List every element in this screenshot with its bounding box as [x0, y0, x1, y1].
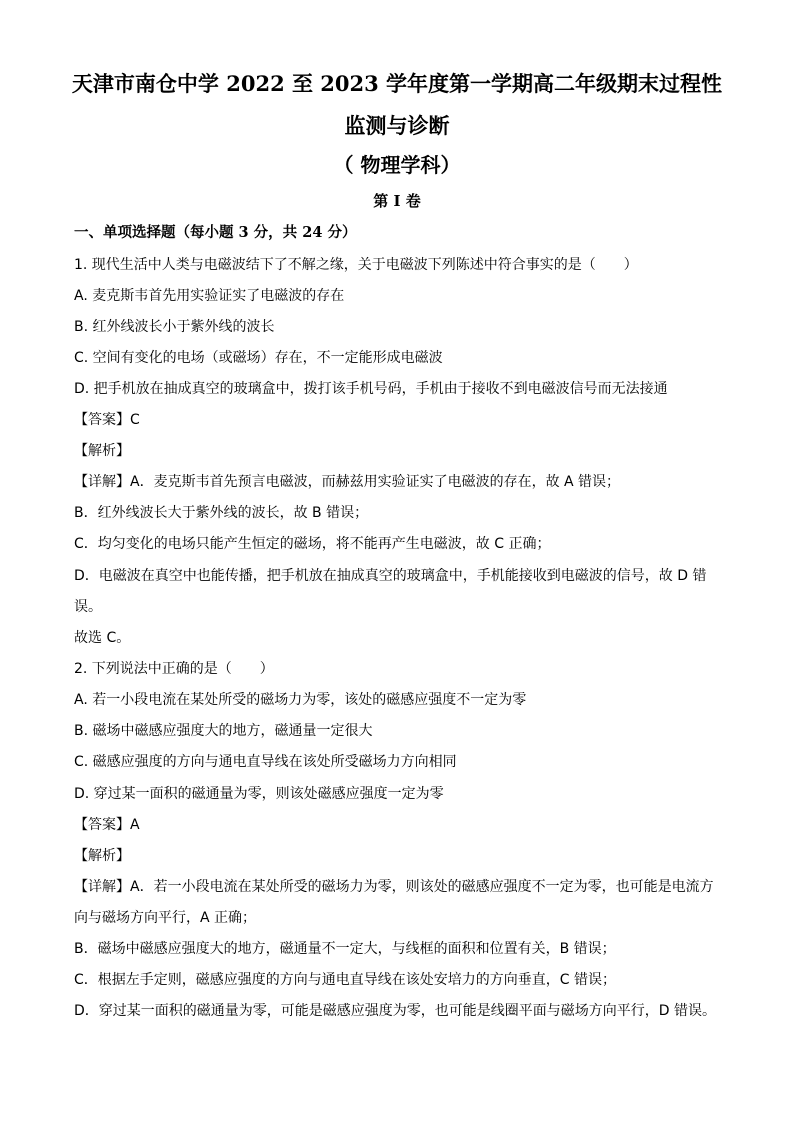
question-2-option-a: A. 若一小段电流在某处所受的磁场力为零，该处的磁感应强度不一定为零 [74, 692, 527, 708]
question-1-stem: 1. 现代生活中人类与电磁波结下了不解之缘，关于电磁波下列陈述中符合事实的是（ ） [74, 257, 638, 273]
question-2-detail-line: 【详解】A．若一小段电流在某处所受的磁场力为零，则该处的磁感应强度不一定为零，也可能是电流方 [74, 879, 714, 895]
question-1-option-c: C. 空间有变化的电场（或磁场）存在，不一定能形成电磁波 [74, 350, 443, 366]
question-2-detail-line: C．根据左手定则，磁感应强度的方向与通电直导线在该处安培力的方向垂直，C 错误； [74, 972, 616, 988]
question-2-option-c: C. 磁感应强度的方向与通电直导线在该处所受磁场力方向相同 [74, 754, 457, 770]
question-1-answer: 【答案】C [74, 412, 140, 428]
document-title-line-1: 天津市南仓中学 2022 至 2023 学年度第一学期高二年级期末过程性 [71, 71, 723, 96]
question-2-stem: 2. 下列说法中正确的是（ ） [74, 661, 274, 677]
question-1-option-b: B. 红外线波长小于紫外线的波长 [74, 319, 275, 335]
question-2-option-b: B. 磁场中磁感应强度大的地方，磁通量一定很大 [74, 723, 373, 739]
question-1-detail-line: B．红外线波长大于紫外线的波长，故 B 错误； [74, 505, 369, 521]
question-1-detail-line: D．电磁波在真空中也能传播，把手机放在抽成真空的玻璃盒中，手机能接收到电磁波的信号，故 D 错 [74, 568, 707, 584]
question-2-detail-line: D．穿过某一面积的磁通量为零，可能是磁感应强度为零，也可能是线圈平面与磁场方向平行，D 错误。 [74, 1003, 717, 1019]
question-1-option-d: D. 把手机放在抽成真空的玻璃盒中，拨打该手机号码，手机由于接收不到电磁波信号而无法接通 [74, 381, 668, 397]
question-2-detail-line: B．磁场中磁感应强度大的地方，磁通量不一定大，与线框的面积和位置有关，B 错误； [74, 941, 616, 957]
question-1-analysis-label: 【解析】 [74, 443, 130, 459]
question-1-detail-line: 【详解】A．麦克斯韦首先预言电磁波，而赫兹用实验证实了电磁波的存在，故 A 错误； [74, 474, 621, 490]
question-2-answer: 【答案】A [74, 817, 140, 833]
question-1-detail-line: 误。 [74, 599, 102, 615]
document-title-line-2: 监测与诊断 [344, 113, 450, 138]
section-heading-single-choice: 一、单项选择题（每小题 3 分，共 24 分） [74, 224, 357, 241]
subject-heading: （ 物理学科） [333, 153, 461, 177]
question-2-analysis-label: 【解析】 [74, 848, 130, 864]
question-2-detail-line: 向与磁场方向平行，A 正确； [74, 910, 257, 926]
question-2-option-d: D. 穿过某一面积的磁通量为零，则该处磁感应强度一定为零 [74, 786, 444, 802]
question-1-detail-line: 故选 C。 [74, 630, 131, 646]
question-1-option-a: A. 麦克斯韦首先用实验证实了电磁波的存在 [74, 288, 345, 304]
volume-heading: 第 I 卷 [373, 192, 421, 210]
question-1-detail-line: C．均匀变化的电场只能产生恒定的磁场，将不能再产生电磁波，故 C 正确； [74, 536, 551, 552]
